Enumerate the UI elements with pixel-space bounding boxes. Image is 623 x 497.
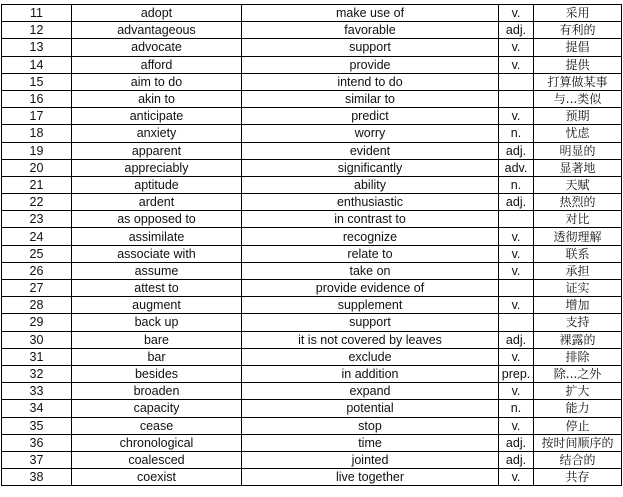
chinese-meaning-cell: 天赋 bbox=[534, 176, 622, 193]
synonym-cell: potential bbox=[242, 400, 499, 417]
synonym-cell: worry bbox=[242, 125, 499, 142]
row-number-cell: 35 bbox=[2, 417, 72, 434]
part-of-speech-cell bbox=[499, 211, 534, 228]
chinese-meaning-cell: 联系 bbox=[534, 245, 622, 262]
table-row bbox=[2, 245, 622, 262]
chinese-meaning-cell: 提倡 bbox=[534, 39, 622, 56]
chinese-meaning-cell: 对比 bbox=[534, 211, 622, 228]
chinese-meaning-cell: 承担 bbox=[534, 262, 622, 279]
chinese-meaning-cell: 预期 bbox=[534, 108, 622, 125]
row-number-cell: 24 bbox=[2, 228, 72, 245]
synonym-cell: expand bbox=[242, 383, 499, 400]
row-number-cell: 19 bbox=[2, 142, 72, 159]
row-number-cell: 26 bbox=[2, 262, 72, 279]
table-row bbox=[2, 56, 622, 73]
synonym-cell: provide bbox=[242, 56, 499, 73]
part-of-speech-cell: v. bbox=[499, 262, 534, 279]
word-cell: anxiety bbox=[72, 125, 242, 142]
row-number-cell: 23 bbox=[2, 211, 72, 228]
row-number-cell: 22 bbox=[2, 194, 72, 211]
word-cell: akin to bbox=[72, 90, 242, 107]
word-cell: bare bbox=[72, 331, 242, 348]
synonym-cell: support bbox=[242, 314, 499, 331]
synonym-cell: favorable bbox=[242, 22, 499, 39]
row-number-cell: 28 bbox=[2, 297, 72, 314]
word-cell: chronological bbox=[72, 434, 242, 451]
table-row bbox=[2, 159, 622, 176]
table-row bbox=[2, 194, 622, 211]
part-of-speech-cell bbox=[499, 73, 534, 90]
chinese-meaning-cell: 透彻理解 bbox=[534, 228, 622, 245]
word-cell: advantageous bbox=[72, 22, 242, 39]
chinese-meaning-cell: 与...类似 bbox=[534, 90, 622, 107]
synonym-cell: provide evidence of bbox=[242, 280, 499, 297]
part-of-speech-cell: n. bbox=[499, 125, 534, 142]
chinese-meaning-cell: 排除 bbox=[534, 348, 622, 365]
chinese-meaning-cell: 采用 bbox=[534, 5, 622, 22]
row-number-cell: 36 bbox=[2, 434, 72, 451]
part-of-speech-cell: v. bbox=[499, 245, 534, 262]
word-cell: assimilate bbox=[72, 228, 242, 245]
part-of-speech-cell: v. bbox=[499, 5, 534, 22]
part-of-speech-cell: v. bbox=[499, 56, 534, 73]
chinese-meaning-cell: 扩大 bbox=[534, 383, 622, 400]
part-of-speech-cell: n. bbox=[499, 400, 534, 417]
word-cell: capacity bbox=[72, 400, 242, 417]
word-cell: cease bbox=[72, 417, 242, 434]
row-number-cell: 33 bbox=[2, 383, 72, 400]
chinese-meaning-cell: 按时间顺序的 bbox=[534, 434, 622, 451]
row-number-cell: 38 bbox=[2, 469, 72, 486]
table-row bbox=[2, 383, 622, 400]
word-cell: anticipate bbox=[72, 108, 242, 125]
row-number-cell: 29 bbox=[2, 314, 72, 331]
chinese-meaning-cell: 明显的 bbox=[534, 142, 622, 159]
synonym-cell: similar to bbox=[242, 90, 499, 107]
word-cell: ardent bbox=[72, 194, 242, 211]
table-row bbox=[2, 108, 622, 125]
chinese-meaning-cell: 打算做某事 bbox=[534, 73, 622, 90]
row-number-cell: 18 bbox=[2, 125, 72, 142]
part-of-speech-cell: adj. bbox=[499, 22, 534, 39]
table-row bbox=[2, 142, 622, 159]
part-of-speech-cell: adj. bbox=[499, 331, 534, 348]
chinese-meaning-cell: 热烈的 bbox=[534, 194, 622, 211]
word-cell: appreciably bbox=[72, 159, 242, 176]
part-of-speech-cell: v. bbox=[499, 383, 534, 400]
word-cell: coexist bbox=[72, 469, 242, 486]
table-row bbox=[2, 469, 622, 486]
row-number-cell: 25 bbox=[2, 245, 72, 262]
table-row bbox=[2, 297, 622, 314]
chinese-meaning-cell: 停止 bbox=[534, 417, 622, 434]
table-row bbox=[2, 5, 622, 22]
table-row bbox=[2, 348, 622, 365]
table-row bbox=[2, 451, 622, 468]
row-number-cell: 37 bbox=[2, 451, 72, 468]
synonym-cell: significantly bbox=[242, 159, 499, 176]
synonym-cell: in contrast to bbox=[242, 211, 499, 228]
word-cell: aim to do bbox=[72, 73, 242, 90]
synonym-cell: live together bbox=[242, 469, 499, 486]
chinese-meaning-cell: 忧虑 bbox=[534, 125, 622, 142]
part-of-speech-cell: v. bbox=[499, 108, 534, 125]
chinese-meaning-cell: 除...之外 bbox=[534, 365, 622, 382]
synonym-cell: evident bbox=[242, 142, 499, 159]
part-of-speech-cell: adj. bbox=[499, 451, 534, 468]
table-row bbox=[2, 434, 622, 451]
part-of-speech-cell: v. bbox=[499, 348, 534, 365]
chinese-meaning-cell: 增加 bbox=[534, 297, 622, 314]
row-number-cell: 13 bbox=[2, 39, 72, 56]
chinese-meaning-cell: 支持 bbox=[534, 314, 622, 331]
part-of-speech-cell: adv. bbox=[499, 159, 534, 176]
word-cell: afford bbox=[72, 56, 242, 73]
part-of-speech-cell: v. bbox=[499, 297, 534, 314]
part-of-speech-cell: n. bbox=[499, 176, 534, 193]
word-cell: coalesced bbox=[72, 451, 242, 468]
synonym-cell: exclude bbox=[242, 348, 499, 365]
word-cell: broaden bbox=[72, 383, 242, 400]
chinese-meaning-cell: 能力 bbox=[534, 400, 622, 417]
part-of-speech-cell: adj. bbox=[499, 194, 534, 211]
part-of-speech-cell: v. bbox=[499, 417, 534, 434]
table-row bbox=[2, 365, 622, 382]
table-row bbox=[2, 176, 622, 193]
synonym-cell: recognize bbox=[242, 228, 499, 245]
synonym-cell: in addition bbox=[242, 365, 499, 382]
row-number-cell: 30 bbox=[2, 331, 72, 348]
part-of-speech-cell: v. bbox=[499, 469, 534, 486]
chinese-meaning-cell: 提供 bbox=[534, 56, 622, 73]
word-cell: aptitude bbox=[72, 176, 242, 193]
word-cell: assume bbox=[72, 262, 242, 279]
chinese-meaning-cell: 证实 bbox=[534, 280, 622, 297]
synonym-cell: jointed bbox=[242, 451, 499, 468]
table-row bbox=[2, 39, 622, 56]
table-row bbox=[2, 73, 622, 90]
table-row bbox=[2, 400, 622, 417]
word-cell: advocate bbox=[72, 39, 242, 56]
table-row bbox=[2, 90, 622, 107]
chinese-meaning-cell: 裸露的 bbox=[534, 331, 622, 348]
synonym-cell: take on bbox=[242, 262, 499, 279]
synonym-cell: enthusiastic bbox=[242, 194, 499, 211]
table-row bbox=[2, 211, 622, 228]
part-of-speech-cell bbox=[499, 280, 534, 297]
part-of-speech-cell: adj. bbox=[499, 142, 534, 159]
vocabulary-table-body bbox=[2, 5, 622, 486]
synonym-cell: predict bbox=[242, 108, 499, 125]
word-cell: apparent bbox=[72, 142, 242, 159]
table-row bbox=[2, 280, 622, 297]
word-cell: associate with bbox=[72, 245, 242, 262]
synonym-cell: stop bbox=[242, 417, 499, 434]
row-number-cell: 17 bbox=[2, 108, 72, 125]
table-row bbox=[2, 262, 622, 279]
vocabulary-table bbox=[1, 4, 622, 486]
table-row bbox=[2, 228, 622, 245]
part-of-speech-cell: prep. bbox=[499, 365, 534, 382]
row-number-cell: 12 bbox=[2, 22, 72, 39]
synonym-cell: supplement bbox=[242, 297, 499, 314]
row-number-cell: 21 bbox=[2, 176, 72, 193]
synonym-cell: time bbox=[242, 434, 499, 451]
word-cell: augment bbox=[72, 297, 242, 314]
word-cell: adopt bbox=[72, 5, 242, 22]
row-number-cell: 14 bbox=[2, 56, 72, 73]
part-of-speech-cell: v. bbox=[499, 228, 534, 245]
row-number-cell: 31 bbox=[2, 348, 72, 365]
part-of-speech-cell bbox=[499, 314, 534, 331]
part-of-speech-cell: v. bbox=[499, 39, 534, 56]
row-number-cell: 34 bbox=[2, 400, 72, 417]
chinese-meaning-cell: 有利的 bbox=[534, 22, 622, 39]
word-cell: bar bbox=[72, 348, 242, 365]
table-row bbox=[2, 314, 622, 331]
word-cell: back up bbox=[72, 314, 242, 331]
part-of-speech-cell: adj. bbox=[499, 434, 534, 451]
part-of-speech-cell bbox=[499, 90, 534, 107]
synonym-cell: intend to do bbox=[242, 73, 499, 90]
synonym-cell: relate to bbox=[242, 245, 499, 262]
word-cell: as opposed to bbox=[72, 211, 242, 228]
table-row bbox=[2, 125, 622, 142]
row-number-cell: 20 bbox=[2, 159, 72, 176]
row-number-cell: 32 bbox=[2, 365, 72, 382]
row-number-cell: 15 bbox=[2, 73, 72, 90]
chinese-meaning-cell: 共存 bbox=[534, 469, 622, 486]
synonym-cell: make use of bbox=[242, 5, 499, 22]
synonym-cell: ability bbox=[242, 176, 499, 193]
word-cell: attest to bbox=[72, 280, 242, 297]
chinese-meaning-cell: 结合的 bbox=[534, 451, 622, 468]
table-row bbox=[2, 417, 622, 434]
word-cell: besides bbox=[72, 365, 242, 382]
row-number-cell: 11 bbox=[2, 5, 72, 22]
row-number-cell: 27 bbox=[2, 280, 72, 297]
table-row bbox=[2, 331, 622, 348]
synonym-cell: it is not covered by leaves bbox=[242, 331, 499, 348]
chinese-meaning-cell: 显著地 bbox=[534, 159, 622, 176]
row-number-cell: 16 bbox=[2, 90, 72, 107]
synonym-cell: support bbox=[242, 39, 499, 56]
table-row bbox=[2, 22, 622, 39]
